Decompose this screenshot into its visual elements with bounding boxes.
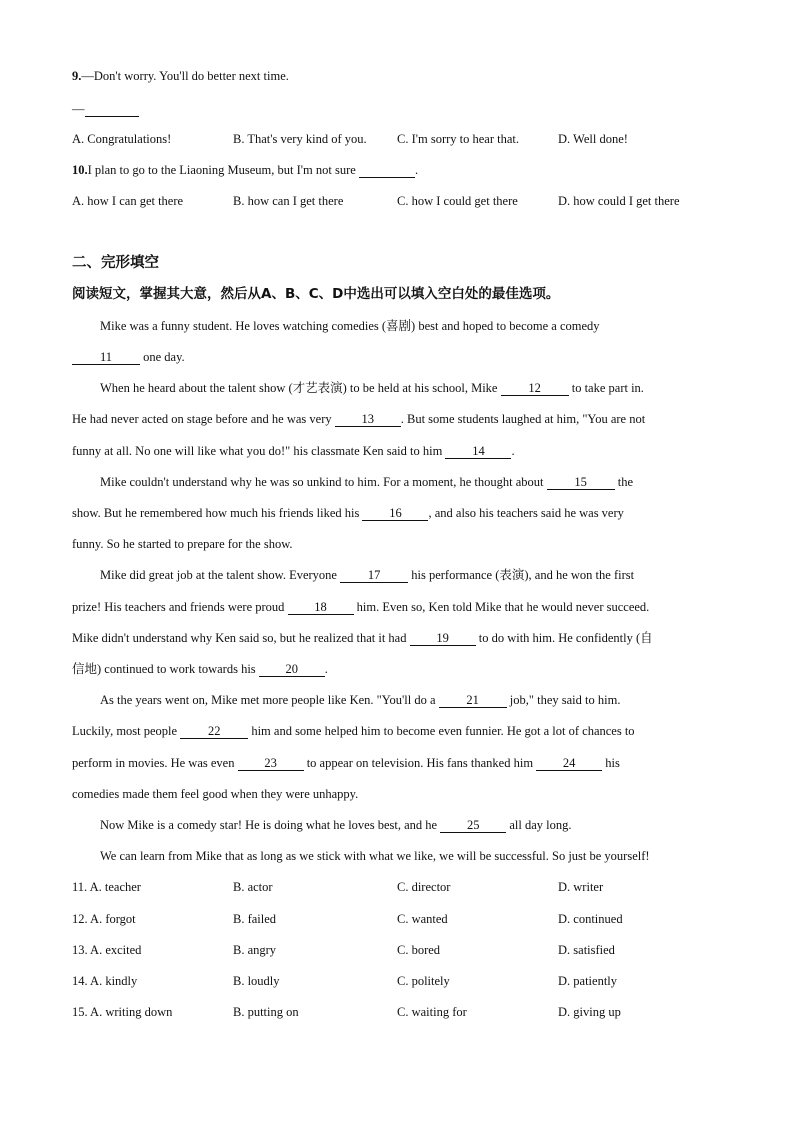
passage-line-8 <box>72 536 293 552</box>
passage-line-1 <box>100 318 600 334</box>
q14-option-b[interactable]: B. loudly <box>233 974 280 988</box>
q11-option-d[interactable]: D. writer <box>558 880 604 894</box>
q9-option-a[interactable]: A. Congratulations! <box>72 132 172 146</box>
q15-option-c[interactable]: C. waiting for <box>397 1005 467 1019</box>
q14-option-d[interactable]: D. patiently <box>558 974 618 988</box>
q10-text: I plan to go to the Liaoning Museum, but I'm not sure <box>87 163 356 177</box>
q11-option-b[interactable]: B. actor <box>233 880 273 894</box>
passage-line-9 <box>100 567 634 583</box>
passage-text: We can learn from Mike that as long as we stick with what we like, we will be successful. So just be yourself! <box>100 849 650 863</box>
passage-line-2 <box>72 349 185 365</box>
q14-option-c[interactable]: C. politely <box>397 974 450 988</box>
passage-text: comedies made them feel good when they were unhappy. <box>72 787 359 801</box>
passage-text: his <box>602 756 620 770</box>
q12-option-a[interactable]: 12. A. forgot <box>72 912 136 926</box>
passage-text: Now Mike is a comedy star! He is doing what he loves best, and he <box>100 818 441 832</box>
passage-line-15 <box>72 755 620 771</box>
passage-text: He had never acted on stage before and he was very <box>72 412 335 426</box>
blank-18[interactable]: 18 <box>288 601 354 615</box>
q14-option-a[interactable]: 14. A. kindly <box>72 974 138 988</box>
blank-23[interactable]: 23 <box>238 757 304 771</box>
blank-15[interactable]: 15 <box>547 476 615 490</box>
passage-text: one day. <box>140 350 185 364</box>
passage-text: Mike couldn't understand why he was so unkind to him. For a moment, he thought about <box>100 475 547 489</box>
passage-text: Mike was a funny student. He loves watching comedies (喜剧) best and hoped to become a comedy <box>100 319 600 333</box>
q9-answer-line <box>72 101 139 117</box>
passage-text: funny. So he started to prepare for the show. <box>72 537 293 551</box>
q12-option-b[interactable]: B. failed <box>233 912 277 926</box>
passage-text: As the years went on, Mike met more people like Ken. "You'll do a <box>100 693 439 707</box>
q13-option-d[interactable]: D. satisfied <box>558 943 615 957</box>
blank-16[interactable]: 16 <box>362 507 428 521</box>
q10-option-a[interactable]: A. how I can get there <box>72 194 184 208</box>
q10-blank[interactable] <box>359 164 415 178</box>
q12-option-d[interactable]: D. continued <box>558 912 623 926</box>
blank-12[interactable]: 12 <box>501 382 569 396</box>
passage-line-18 <box>100 848 650 864</box>
passage-text: show. But he remembered how much his friends liked his <box>72 506 363 520</box>
passage-text: job," they said to him. <box>506 693 621 707</box>
passage-line-4 <box>72 411 645 427</box>
passage-text: Mike didn't understand why Ken said so, but he realized that it had <box>72 631 410 645</box>
blank-24[interactable]: 24 <box>536 757 602 771</box>
passage-line-5 <box>72 443 515 459</box>
q12-option-c[interactable]: C. wanted <box>397 912 448 926</box>
blank-21[interactable]: 21 <box>439 694 507 708</box>
passage-text: , and also his teachers said he was very <box>428 506 624 520</box>
q11-option-c[interactable]: C. director <box>397 880 451 894</box>
blank-22[interactable]: 22 <box>180 725 248 739</box>
passage-line-6 <box>100 474 633 490</box>
passage-line-13 <box>100 692 620 708</box>
q15-option-a[interactable]: 15. A. writing down <box>72 1005 173 1019</box>
passage-text: his performance (表演), and he won the first <box>408 568 635 582</box>
blank-25[interactable]: 25 <box>440 819 506 833</box>
q10-number: 10. <box>72 163 88 177</box>
passage-line-12 <box>72 661 328 677</box>
passage-line-7 <box>72 505 624 521</box>
q13-option-b[interactable]: B. angry <box>233 943 277 957</box>
blank-19[interactable]: 19 <box>410 632 476 646</box>
passage-text: him. Even so, Ken told Mike that he would never succeed. <box>353 600 650 614</box>
section-title: 二、完形填空 <box>72 255 159 271</box>
q10-option-b[interactable]: B. how can I get there <box>233 194 344 208</box>
passage-line-17 <box>100 817 571 833</box>
q9-number: 9. <box>72 69 82 83</box>
q9-option-c[interactable]: C. I'm sorry to hear that. <box>397 132 520 146</box>
passage-text: Mike did great job at the talent show. Everyone <box>100 568 341 582</box>
q13-option-a[interactable]: 13. A. excited <box>72 943 142 957</box>
q15-option-b[interactable]: B. putting on <box>233 1005 299 1019</box>
q9-option-d[interactable]: D. Well done! <box>558 132 628 146</box>
passage-line-14 <box>72 723 635 739</box>
q10-stem <box>72 162 418 178</box>
q9-blank[interactable] <box>85 103 139 117</box>
passage-text: When he heard about the talent show (才艺表演) to be held at his school, Mike <box>100 381 501 395</box>
q9-option-b[interactable]: B. That's very kind of you. <box>233 132 367 146</box>
passage-text: perform in movies. He was even <box>72 756 238 770</box>
passage-line-10 <box>72 599 649 615</box>
passage-text: the <box>614 475 634 489</box>
q15-option-d[interactable]: D. giving up <box>558 1005 621 1019</box>
section-instruction: 阅读短文，掌握其大意，然后从A、B、C、D中选出可以填入空白处的最佳选项。 <box>72 286 560 302</box>
passage-text: prize! His teachers and friends were proud <box>72 600 288 614</box>
passage-text: him and some helped him to become even funnier. He got a lot of chances to <box>248 724 635 738</box>
passage-text: to do with him. He confidently (自 <box>475 631 653 645</box>
passage-text: Luckily, most people <box>72 724 181 738</box>
blank-20[interactable]: 20 <box>259 663 325 677</box>
passage-text: all day long. <box>506 818 572 832</box>
blank-11[interactable]: 11 <box>72 351 140 365</box>
q10-text-end: . <box>414 163 419 177</box>
q11-option-a[interactable]: 11. A. teacher <box>72 880 141 894</box>
q9-text: —Don't worry. You'll do better next time. <box>81 69 289 83</box>
passage-text: 信地) continued to work towards his <box>72 662 259 676</box>
blank-13[interactable]: 13 <box>335 413 401 427</box>
passage-text: funny at all. No one will like what you do!" his classmate Ken said to him <box>72 444 446 458</box>
blank-17[interactable]: 17 <box>340 569 408 583</box>
passage-text: to appear on television. His fans thanked him <box>303 756 537 770</box>
q10-option-d[interactable]: D. how could I get there <box>558 194 680 208</box>
q10-option-c[interactable]: C. how I could get there <box>397 194 518 208</box>
passage-line-3 <box>100 380 644 396</box>
passage-text: . <box>511 444 515 458</box>
blank-14[interactable]: 14 <box>445 445 511 459</box>
q9-dash: — <box>72 102 85 116</box>
passage-line-16 <box>72 786 358 802</box>
passage-line-11 <box>72 630 653 646</box>
passage-text: to take part in. <box>568 381 644 395</box>
passage-text: . But some students laughed at him, "You are not <box>400 412 646 426</box>
q9-stem <box>72 68 289 84</box>
passage-text: . <box>324 662 328 676</box>
q13-option-c[interactable]: C. bored <box>397 943 441 957</box>
